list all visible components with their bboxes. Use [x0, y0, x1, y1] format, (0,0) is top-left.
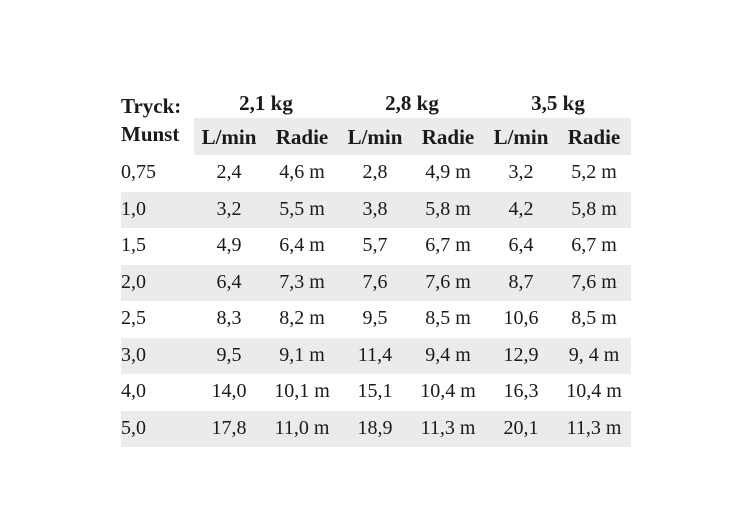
radius-cell: 6,7 m	[571, 234, 617, 256]
table-row	[121, 228, 631, 265]
radius-cell: 9, 4 m	[568, 343, 620, 366]
flow-cell: 3,8	[362, 197, 388, 220]
flow-cell: 6,4	[216, 270, 242, 293]
weight-header-2: 2,8 kg	[385, 91, 439, 115]
table-row	[121, 265, 631, 302]
radius-cell: 7,6 m	[571, 270, 617, 293]
flow-cell: 3,2	[216, 197, 242, 220]
flow-cell: 7,6	[362, 270, 388, 293]
flow-cell: 16,3	[503, 380, 539, 402]
pressure-cell: 3,0	[121, 343, 146, 366]
flow-cell: 5,7	[362, 234, 388, 256]
flow-radius-table	[121, 88, 631, 447]
pressure-cell: 2,0	[121, 270, 146, 293]
radius-cell: 11,3 m	[566, 416, 622, 439]
radius-cell: 5,2 m	[571, 161, 617, 183]
radius-cell: 9,4 m	[425, 343, 471, 366]
flow-cell: 18,9	[357, 416, 393, 439]
table-body	[121, 155, 631, 447]
column-header-lmin-1: L/min	[201, 125, 257, 149]
flow-cell: 2,4	[216, 161, 242, 183]
radius-cell: 10,1 m	[274, 380, 330, 402]
radius-cell: 7,3 m	[279, 270, 325, 293]
table-row	[121, 192, 631, 229]
column-header-radie-3: Radie	[567, 125, 621, 149]
radius-cell: 9,1 m	[279, 343, 325, 366]
flow-cell: 11,4	[357, 343, 393, 366]
radius-cell: 10,4 m	[420, 380, 476, 402]
flow-cell: 10,6	[503, 307, 539, 329]
pressure-cell: 0,75	[121, 161, 156, 183]
radius-cell: 11,0 m	[274, 416, 330, 439]
radius-cell: 10,4 m	[566, 380, 622, 402]
flow-cell: 9,5	[362, 307, 388, 329]
column-header-lmin-2: L/min	[347, 125, 403, 149]
column-header-radie-2: Radie	[421, 125, 475, 149]
radius-cell: 5,8 m	[571, 197, 617, 220]
flow-cell: 12,9	[503, 343, 539, 366]
flow-cell: 20,1	[503, 416, 539, 439]
table-row	[121, 155, 631, 192]
table-row	[121, 338, 631, 375]
flow-cell: 2,8	[362, 161, 388, 183]
flow-cell: 15,1	[357, 380, 393, 402]
radius-cell: 7,6 m	[425, 270, 471, 293]
column-header-row	[121, 118, 631, 155]
weight-header-3: 3,5 kg	[531, 91, 585, 115]
corner-label-tryck: Tryck:	[121, 94, 182, 118]
pressure-cell: 2,5	[121, 307, 146, 329]
radius-cell: 8,5 m	[425, 307, 471, 329]
flow-cell: 3,2	[508, 161, 534, 183]
radius-cell: 4,6 m	[279, 161, 325, 183]
flow-cell: 8,3	[216, 307, 242, 329]
pressure-cell: 1,5	[121, 234, 146, 256]
flow-cell: 6,4	[508, 234, 534, 256]
weight-header-1: 2,1 kg	[239, 91, 293, 115]
table-row	[121, 411, 631, 448]
weight-header-row	[121, 88, 631, 118]
radius-cell: 8,2 m	[279, 307, 325, 329]
pressure-cell: 4,0	[121, 380, 146, 402]
radius-cell: 4,9 m	[425, 161, 471, 183]
flow-cell: 14,0	[211, 380, 247, 402]
radius-cell: 5,8 m	[425, 197, 471, 220]
pressure-cell: 1,0	[121, 197, 146, 220]
table-row	[121, 374, 631, 411]
radius-cell: 6,4 m	[279, 234, 325, 256]
radius-cell: 5,5 m	[279, 197, 325, 220]
column-header-lmin-3: L/min	[493, 125, 549, 149]
column-header-radie-1: Radie	[275, 125, 329, 149]
flow-cell: 9,5	[216, 343, 242, 366]
table-row	[121, 301, 631, 338]
flow-cell: 4,2	[508, 197, 534, 220]
flow-cell: 4,9	[216, 234, 242, 256]
flow-cell: 17,8	[211, 416, 247, 439]
radius-cell: 6,7 m	[425, 234, 471, 256]
radius-cell: 11,3 m	[420, 416, 476, 439]
radius-cell: 8,5 m	[571, 307, 617, 329]
pressure-cell: 5,0	[121, 416, 146, 439]
corner-label-munst: Munst	[121, 122, 180, 146]
flow-cell: 8,7	[508, 270, 534, 293]
